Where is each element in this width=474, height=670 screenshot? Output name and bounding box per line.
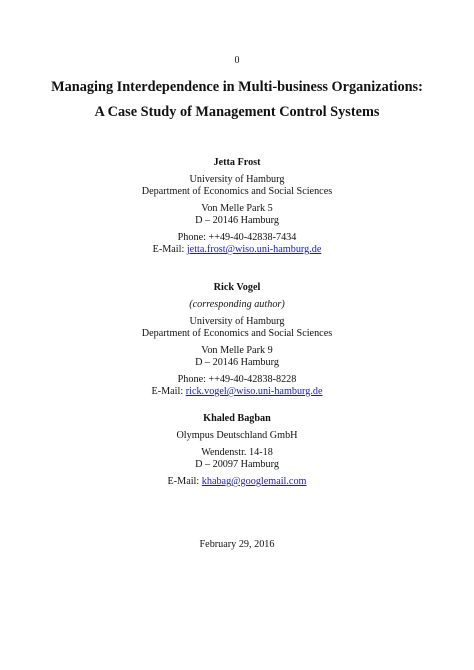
author-phone: Phone: ++49-40-42838-8228 (177, 374, 297, 385)
title-line-2: A Case Study of Management Control Systems (94, 104, 380, 120)
author-block-vogel (0, 282, 474, 398)
email-label: E-Mail: (167, 476, 202, 487)
paper-title (0, 78, 474, 128)
author-street: Von Melle Park 9 (201, 345, 273, 356)
author-role: (corresponding author) (189, 299, 285, 310)
author-company: Olympus Deutschland GmbH (176, 430, 298, 441)
author-institution: University of Hamburg (189, 316, 285, 327)
author-phone: Phone: ++49-40-42838-7434 (177, 232, 297, 243)
author-email-line (0, 244, 474, 256)
author-name: Khaled Bagban (203, 413, 271, 424)
author-block-bagban (0, 413, 474, 488)
email-link[interactable]: khabag@googlemail.com (201, 476, 307, 487)
page-number: 0 (234, 55, 240, 66)
paper-date: February 29, 2016 (199, 539, 275, 550)
author-department: Department of Economics and Social Sciences (141, 186, 333, 197)
author-name: Rick Vogel (213, 282, 261, 293)
title-line-1: Managing Interdependence in Multi-business Organizations: (51, 79, 423, 95)
email-label: E-Mail: (152, 244, 187, 255)
author-institution: University of Hamburg (189, 174, 285, 185)
author-department: Department of Economics and Social Sciences (141, 328, 333, 339)
email-link[interactable]: rick.vogel@wiso.uni-hamburg.de (185, 386, 323, 397)
author-city: D – 20146 Hamburg (195, 215, 279, 226)
email-link[interactable]: jetta.frost@wiso.uni-hamburg.de (186, 244, 322, 255)
author-email-line (0, 476, 474, 488)
author-name: Jetta Frost (213, 157, 261, 168)
author-email-line (0, 386, 474, 398)
author-city: D – 20097 Hamburg (195, 459, 279, 470)
author-city: D – 20146 Hamburg (195, 357, 279, 368)
email-label: E-Mail: (151, 386, 186, 397)
author-street: Von Melle Park 5 (201, 203, 273, 214)
author-street: Wendenstr. 14-18 (201, 447, 273, 458)
author-block-frost (0, 157, 474, 256)
